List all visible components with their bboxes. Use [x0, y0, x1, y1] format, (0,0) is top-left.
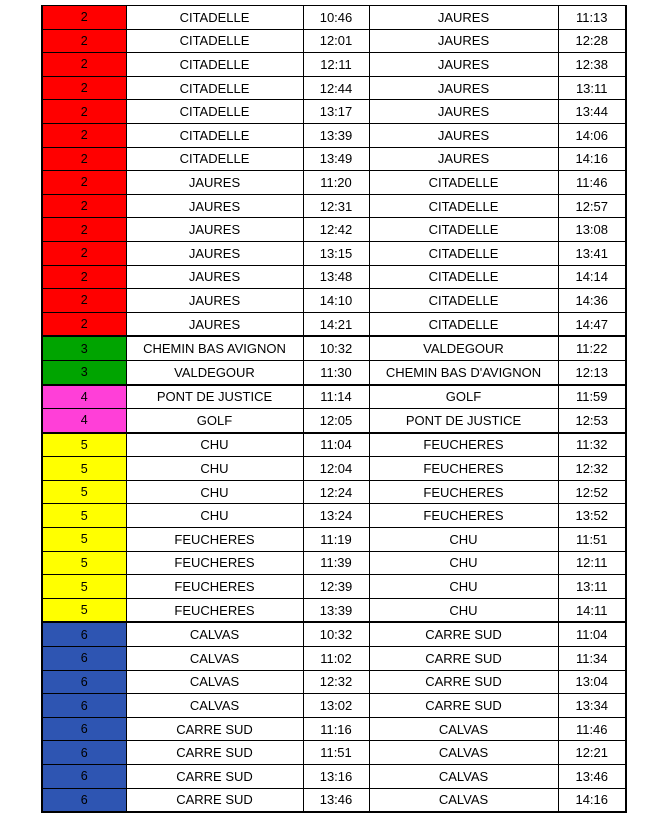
line-number-cell: 4 — [42, 409, 126, 433]
arrival-stop-cell: VALDEGOUR — [369, 336, 558, 360]
table-row — [42, 171, 626, 195]
arrival-time-cell: 12:11 — [558, 551, 626, 575]
departure-stop-cell: CHU — [126, 504, 303, 528]
table-row — [42, 765, 626, 789]
arrival-stop-cell: CALVAS — [369, 788, 558, 812]
line-number-cell: 5 — [42, 504, 126, 528]
line-number-cell: 2 — [42, 100, 126, 124]
line-number-cell: 2 — [42, 171, 126, 195]
arrival-stop-cell: CITADELLE — [369, 194, 558, 218]
departure-time-cell: 12:04 — [303, 457, 369, 481]
departure-stop-cell: CALVAS — [126, 647, 303, 671]
departure-time-cell: 13:39 — [303, 123, 369, 147]
arrival-stop-cell: CHU — [369, 575, 558, 599]
arrival-stop-cell: JAURES — [369, 76, 558, 100]
line-number-cell: 5 — [42, 575, 126, 599]
departure-stop-cell: FEUCHERES — [126, 598, 303, 622]
departure-stop-cell: CALVAS — [126, 622, 303, 646]
arrival-time-cell: 13:08 — [558, 218, 626, 242]
arrival-time-cell: 11:32 — [558, 433, 626, 457]
table-row — [42, 218, 626, 242]
arrival-stop-cell: CARRE SUD — [369, 622, 558, 646]
arrival-stop-cell: JAURES — [369, 123, 558, 147]
table-row — [42, 788, 626, 812]
line-number-cell: 2 — [42, 265, 126, 289]
departure-stop-cell: CALVAS — [126, 670, 303, 694]
arrival-time-cell: 14:06 — [558, 123, 626, 147]
arrival-stop-cell: CARRE SUD — [369, 647, 558, 671]
table-row — [42, 694, 626, 718]
departure-time-cell: 10:32 — [303, 622, 369, 646]
departure-time-cell: 13:48 — [303, 265, 369, 289]
departure-time-cell: 12:31 — [303, 194, 369, 218]
table-row — [42, 575, 626, 599]
table-row — [42, 385, 626, 409]
arrival-stop-cell: CALVAS — [369, 765, 558, 789]
arrival-stop-cell: GOLF — [369, 385, 558, 409]
arrival-time-cell: 14:16 — [558, 788, 626, 812]
arrival-stop-cell: CALVAS — [369, 717, 558, 741]
line-number-cell: 6 — [42, 741, 126, 765]
line-number-cell: 6 — [42, 622, 126, 646]
arrival-time-cell: 11:04 — [558, 622, 626, 646]
arrival-time-cell: 13:11 — [558, 575, 626, 599]
arrival-time-cell: 14:14 — [558, 265, 626, 289]
departure-time-cell: 11:39 — [303, 551, 369, 575]
line-number-cell: 2 — [42, 218, 126, 242]
departure-time-cell: 11:14 — [303, 385, 369, 409]
departure-time-cell: 11:02 — [303, 647, 369, 671]
table-row — [42, 336, 626, 360]
line-number-cell: 5 — [42, 480, 126, 504]
arrival-time-cell: 13:52 — [558, 504, 626, 528]
line-number-cell: 5 — [42, 598, 126, 622]
table-row — [42, 100, 626, 124]
line-number-cell: 2 — [42, 194, 126, 218]
arrival-time-cell: 13:41 — [558, 241, 626, 265]
arrival-time-cell: 12:53 — [558, 409, 626, 433]
table-row — [42, 6, 626, 30]
departure-stop-cell: JAURES — [126, 241, 303, 265]
departure-stop-cell: FEUCHERES — [126, 528, 303, 552]
departure-stop-cell: CHEMIN BAS AVIGNON — [126, 336, 303, 360]
departure-time-cell: 13:15 — [303, 241, 369, 265]
departure-time-cell: 11:16 — [303, 717, 369, 741]
arrival-stop-cell: PONT DE JUSTICE — [369, 409, 558, 433]
line-number-cell: 5 — [42, 457, 126, 481]
arrival-time-cell: 11:46 — [558, 171, 626, 195]
departure-stop-cell: CARRE SUD — [126, 717, 303, 741]
departure-stop-cell: CITADELLE — [126, 76, 303, 100]
departure-time-cell: 12:42 — [303, 218, 369, 242]
arrival-stop-cell: CITADELLE — [369, 218, 558, 242]
arrival-stop-cell: CARRE SUD — [369, 670, 558, 694]
table-row — [42, 194, 626, 218]
line-number-cell: 6 — [42, 788, 126, 812]
arrival-time-cell: 11:34 — [558, 647, 626, 671]
table-row — [42, 598, 626, 622]
arrival-time-cell: 12:32 — [558, 457, 626, 481]
arrival-stop-cell: CITADELLE — [369, 265, 558, 289]
line-number-cell: 5 — [42, 433, 126, 457]
table-row — [42, 622, 626, 646]
departure-time-cell: 11:51 — [303, 741, 369, 765]
departure-time-cell: 12:05 — [303, 409, 369, 433]
departure-stop-cell: CITADELLE — [126, 123, 303, 147]
departure-time-cell: 13:49 — [303, 147, 369, 171]
line-number-cell: 2 — [42, 312, 126, 336]
departure-stop-cell: JAURES — [126, 289, 303, 313]
arrival-stop-cell: CHU — [369, 528, 558, 552]
line-number-cell: 6 — [42, 647, 126, 671]
departure-stop-cell: CARRE SUD — [126, 741, 303, 765]
departure-stop-cell: CHU — [126, 457, 303, 481]
table-row — [42, 457, 626, 481]
departure-time-cell: 13:46 — [303, 788, 369, 812]
departure-stop-cell: JAURES — [126, 218, 303, 242]
departure-stop-cell: GOLF — [126, 409, 303, 433]
line-number-cell: 6 — [42, 717, 126, 741]
arrival-stop-cell: CITADELLE — [369, 171, 558, 195]
arrival-stop-cell: JAURES — [369, 53, 558, 77]
table-row — [42, 741, 626, 765]
line-number-cell: 4 — [42, 385, 126, 409]
departure-stop-cell: CITADELLE — [126, 100, 303, 124]
departure-stop-cell: CHU — [126, 480, 303, 504]
departure-stop-cell: CHU — [126, 433, 303, 457]
departure-time-cell: 10:32 — [303, 336, 369, 360]
line-number-cell: 5 — [42, 528, 126, 552]
departure-time-cell: 13:16 — [303, 765, 369, 789]
arrival-time-cell: 12:13 — [558, 360, 626, 384]
line-number-cell: 2 — [42, 123, 126, 147]
line-number-cell: 5 — [42, 551, 126, 575]
table-row — [42, 76, 626, 100]
arrival-stop-cell: CHU — [369, 551, 558, 575]
timetable — [41, 5, 627, 813]
line-number-cell: 2 — [42, 241, 126, 265]
departure-time-cell: 10:46 — [303, 6, 369, 30]
departure-time-cell: 11:20 — [303, 171, 369, 195]
table-row — [42, 123, 626, 147]
arrival-time-cell: 11:13 — [558, 6, 626, 30]
line-number-cell: 6 — [42, 694, 126, 718]
table-row — [42, 147, 626, 171]
departure-time-cell: 12:11 — [303, 53, 369, 77]
departure-time-cell: 13:24 — [303, 504, 369, 528]
arrival-stop-cell: CITADELLE — [369, 289, 558, 313]
arrival-time-cell: 11:51 — [558, 528, 626, 552]
arrival-time-cell: 11:59 — [558, 385, 626, 409]
departure-time-cell: 14:21 — [303, 312, 369, 336]
line-number-cell: 2 — [42, 76, 126, 100]
arrival-stop-cell: JAURES — [369, 29, 558, 53]
table-row — [42, 528, 626, 552]
arrival-stop-cell: JAURES — [369, 100, 558, 124]
departure-stop-cell: JAURES — [126, 194, 303, 218]
departure-stop-cell: CARRE SUD — [126, 765, 303, 789]
table-row — [42, 360, 626, 384]
departure-stop-cell: PONT DE JUSTICE — [126, 385, 303, 409]
line-number-cell: 6 — [42, 765, 126, 789]
arrival-stop-cell: CHEMIN BAS D'AVIGNON — [369, 360, 558, 384]
line-number-cell: 2 — [42, 147, 126, 171]
table-row — [42, 480, 626, 504]
table-row — [42, 29, 626, 53]
departure-stop-cell: JAURES — [126, 312, 303, 336]
timetable-body — [42, 6, 626, 813]
arrival-stop-cell: CHU — [369, 598, 558, 622]
arrival-time-cell: 13:46 — [558, 765, 626, 789]
arrival-stop-cell: FEUCHERES — [369, 433, 558, 457]
arrival-time-cell: 14:47 — [558, 312, 626, 336]
departure-stop-cell: CARRE SUD — [126, 788, 303, 812]
arrival-stop-cell: FEUCHERES — [369, 480, 558, 504]
departure-time-cell: 13:39 — [303, 598, 369, 622]
arrival-stop-cell: CARRE SUD — [369, 694, 558, 718]
arrival-stop-cell: JAURES — [369, 6, 558, 30]
departure-time-cell: 13:02 — [303, 694, 369, 718]
arrival-time-cell: 12:28 — [558, 29, 626, 53]
table-row — [42, 504, 626, 528]
table-row — [42, 647, 626, 671]
departure-stop-cell: CITADELLE — [126, 6, 303, 30]
arrival-stop-cell: CALVAS — [369, 741, 558, 765]
departure-time-cell: 12:32 — [303, 670, 369, 694]
table-row — [42, 670, 626, 694]
arrival-time-cell: 13:04 — [558, 670, 626, 694]
arrival-time-cell: 12:38 — [558, 53, 626, 77]
arrival-time-cell: 11:46 — [558, 717, 626, 741]
departure-stop-cell: CALVAS — [126, 694, 303, 718]
table-row — [42, 289, 626, 313]
arrival-time-cell: 11:22 — [558, 336, 626, 360]
departure-time-cell: 11:30 — [303, 360, 369, 384]
line-number-cell: 3 — [42, 360, 126, 384]
arrival-time-cell: 13:44 — [558, 100, 626, 124]
departure-stop-cell: CITADELLE — [126, 147, 303, 171]
departure-time-cell: 12:01 — [303, 29, 369, 53]
arrival-stop-cell: CITADELLE — [369, 312, 558, 336]
arrival-stop-cell: JAURES — [369, 147, 558, 171]
departure-time-cell: 11:04 — [303, 433, 369, 457]
arrival-time-cell: 12:57 — [558, 194, 626, 218]
departure-stop-cell: VALDEGOUR — [126, 360, 303, 384]
departure-stop-cell: CITADELLE — [126, 29, 303, 53]
line-number-cell: 2 — [42, 6, 126, 30]
line-number-cell: 2 — [42, 29, 126, 53]
arrival-stop-cell: FEUCHERES — [369, 504, 558, 528]
departure-time-cell: 12:39 — [303, 575, 369, 599]
table-row — [42, 53, 626, 77]
arrival-time-cell: 12:52 — [558, 480, 626, 504]
table-row — [42, 717, 626, 741]
departure-time-cell: 13:17 — [303, 100, 369, 124]
arrival-time-cell: 14:16 — [558, 147, 626, 171]
departure-time-cell: 14:10 — [303, 289, 369, 313]
table-row — [42, 312, 626, 336]
departure-time-cell: 11:19 — [303, 528, 369, 552]
arrival-time-cell: 14:11 — [558, 598, 626, 622]
table-row — [42, 433, 626, 457]
table-row — [42, 265, 626, 289]
arrival-time-cell: 13:34 — [558, 694, 626, 718]
line-number-cell: 2 — [42, 53, 126, 77]
departure-stop-cell: CITADELLE — [126, 53, 303, 77]
departure-time-cell: 12:24 — [303, 480, 369, 504]
arrival-time-cell: 14:36 — [558, 289, 626, 313]
line-number-cell: 2 — [42, 289, 126, 313]
line-number-cell: 6 — [42, 670, 126, 694]
departure-stop-cell: FEUCHERES — [126, 575, 303, 599]
table-row — [42, 241, 626, 265]
arrival-stop-cell: CITADELLE — [369, 241, 558, 265]
arrival-time-cell: 12:21 — [558, 741, 626, 765]
arrival-time-cell: 13:11 — [558, 76, 626, 100]
arrival-stop-cell: FEUCHERES — [369, 457, 558, 481]
table-row — [42, 551, 626, 575]
line-number-cell: 3 — [42, 336, 126, 360]
departure-stop-cell: JAURES — [126, 265, 303, 289]
table-row — [42, 409, 626, 433]
departure-stop-cell: FEUCHERES — [126, 551, 303, 575]
departure-time-cell: 12:44 — [303, 76, 369, 100]
departure-stop-cell: JAURES — [126, 171, 303, 195]
